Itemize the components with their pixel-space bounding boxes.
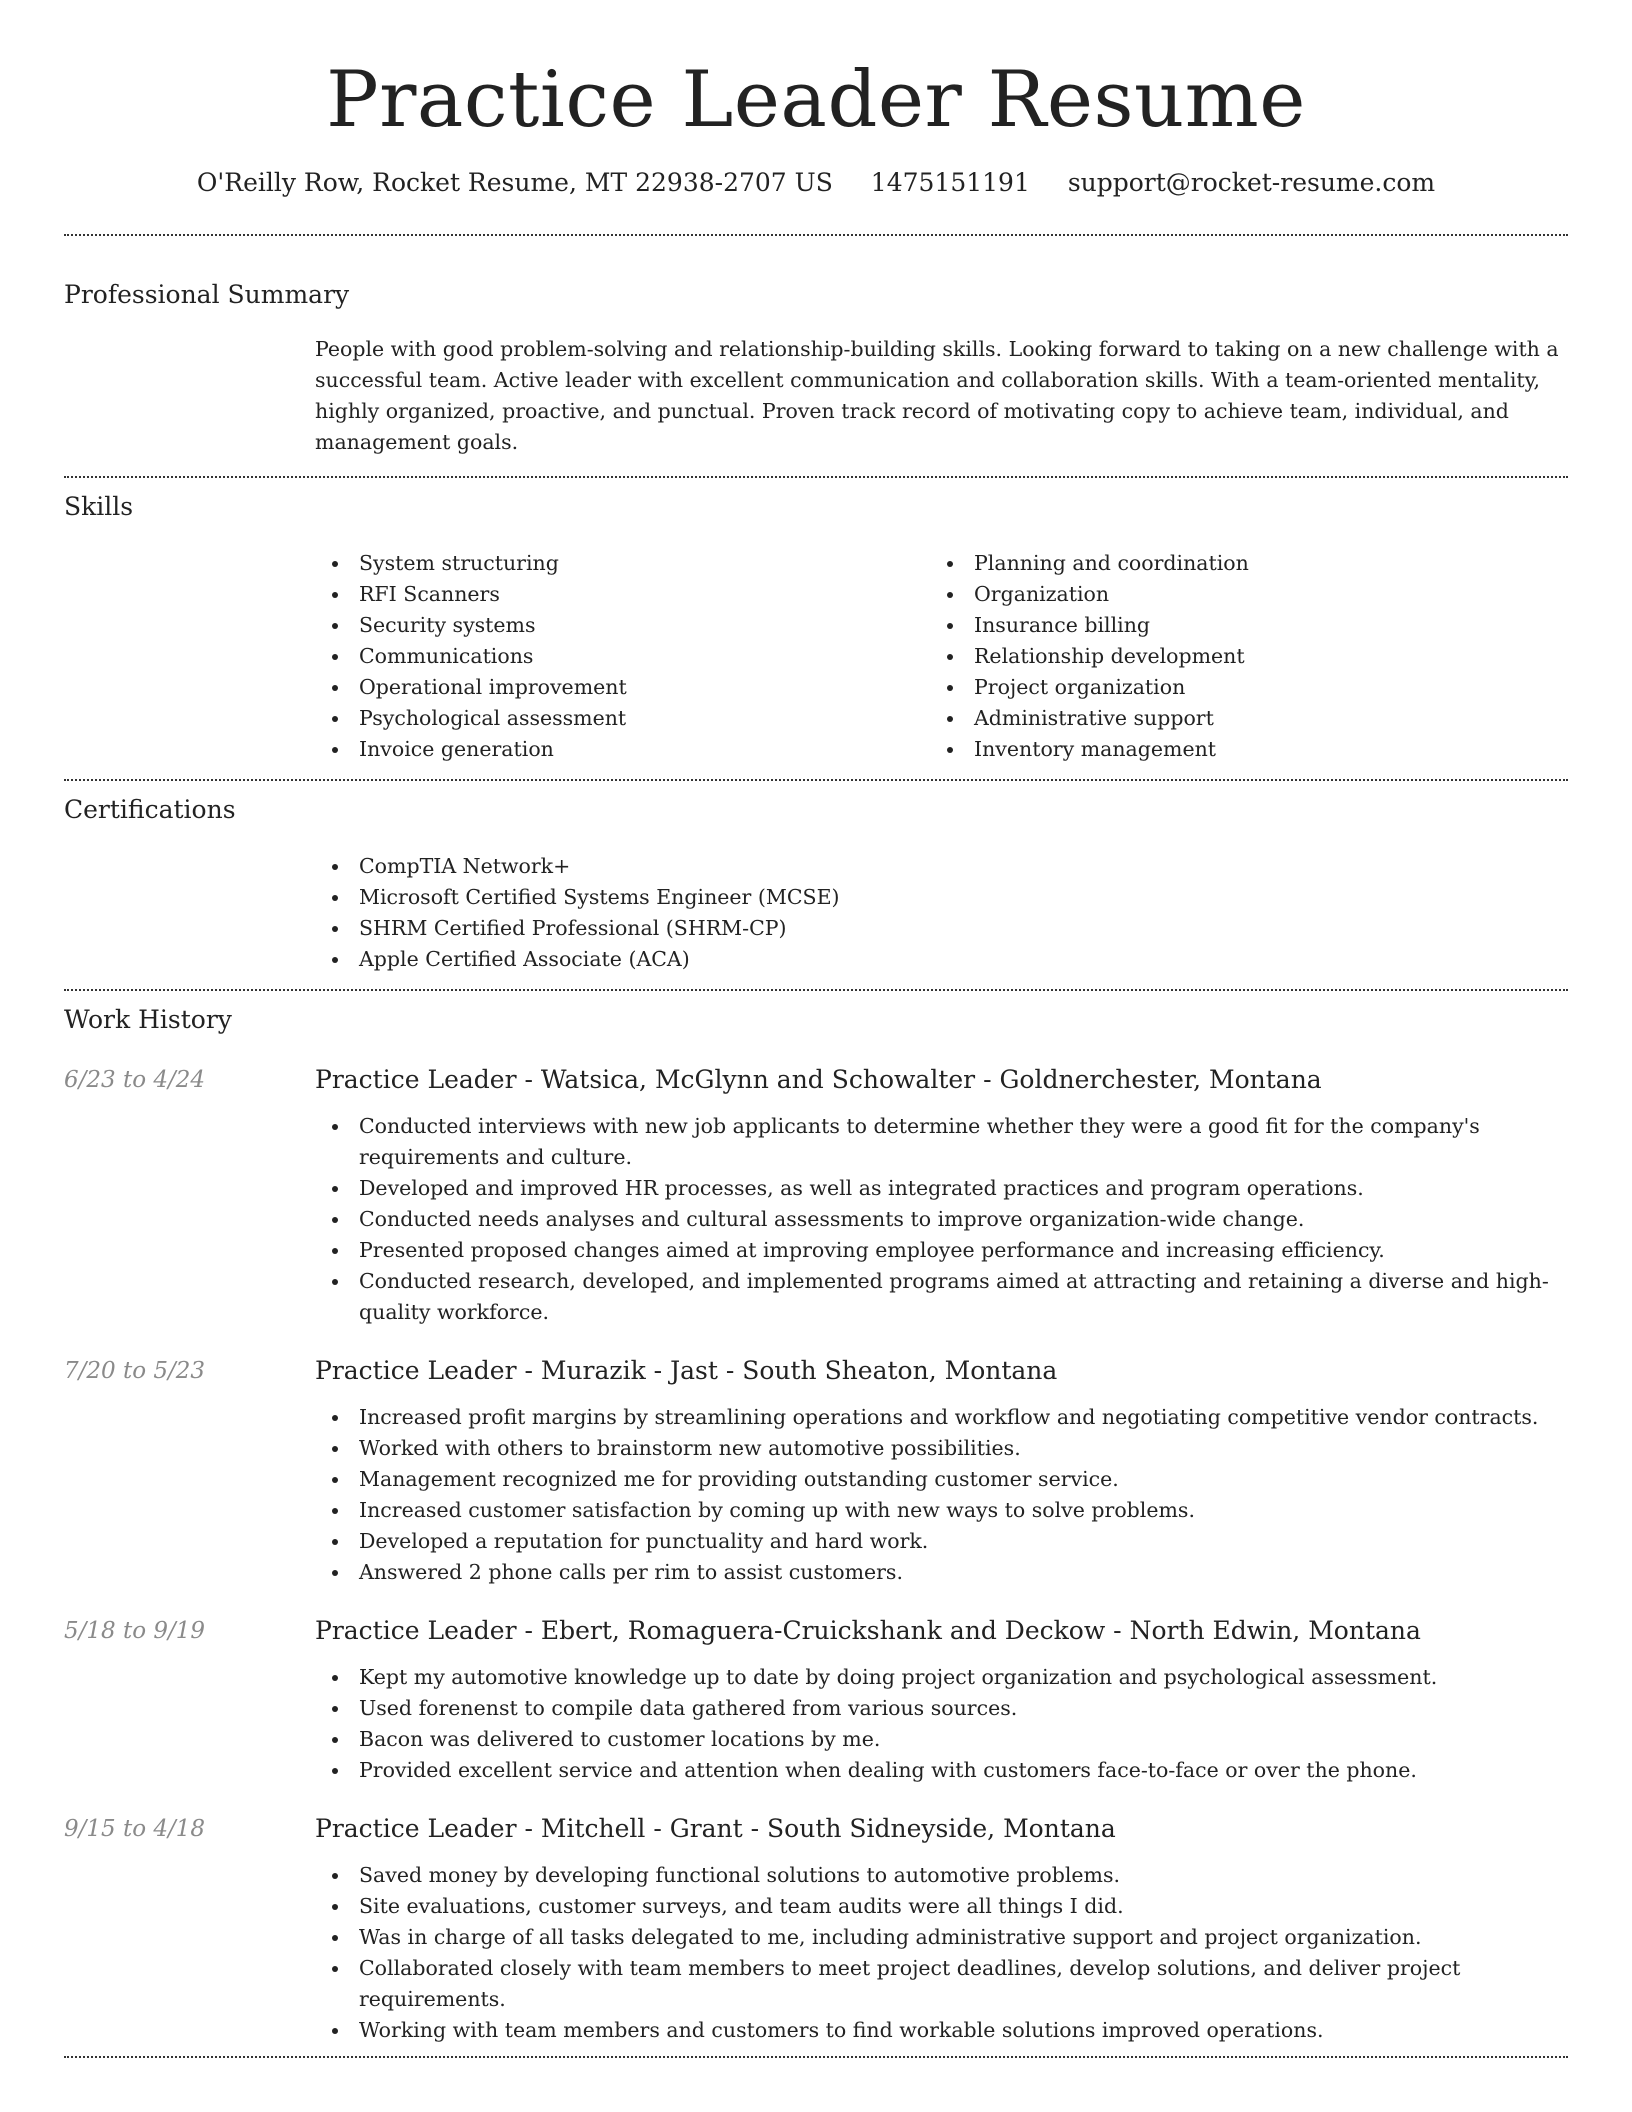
job-bullet: Conducted research, developed, and implemented programs aimed at attracting and retaining a diverse and high-quality workforce. xyxy=(315,1266,1568,1328)
job-bullet: Developed and improved HR processes, as well as integrated practices and program operations. xyxy=(315,1173,1568,1204)
summary-heading: Professional Summary xyxy=(64,280,350,309)
job-bullet: Increased profit margins by streamlining operations and workflow and negotiating competitive vendor contracts. xyxy=(315,1402,1568,1433)
skill-item: Project organization xyxy=(930,672,1545,703)
job-dates: 9/15 to 4/18 xyxy=(64,1816,206,1842)
job-bullet: Collaborated closely with team members to meet project deadlines, develop solutions, and deliver project requirements. xyxy=(315,1953,1568,2015)
certification-item: Apple Certified Associate (ACA) xyxy=(315,944,1568,975)
certifications-section xyxy=(64,781,1568,989)
skill-item: Psychological assessment xyxy=(315,703,930,734)
job-bullet: Was in charge of all tasks delegated to me, including administrative support and project organization. xyxy=(315,1922,1568,1953)
certifications-list xyxy=(315,851,1568,975)
job-bullet: Working with team members and customers to find workable solutions improved operations. xyxy=(315,2015,1568,2046)
job-dates: 6/23 to 4/24 xyxy=(64,1067,206,1093)
job-bullet: Bacon was delivered to customer locations by me. xyxy=(315,1724,1568,1755)
job-bullets xyxy=(315,1860,1568,2046)
job-bullet: Management recognized me for providing outstanding customer service. xyxy=(315,1464,1568,1495)
job-bullets xyxy=(315,1402,1568,1588)
job-bullets xyxy=(315,1111,1568,1328)
job-bullet: Answered 2 phone calls per rim to assist customers. xyxy=(315,1557,1568,1588)
summary-text: People with good problem-solving and relationship-building skills. Looking forward to taking on a new challenge with a successful team. Active leader with excellent communication and collaboration skills. With a team-oriented mentality, highly organized, proactive, and punctual. Proven track record of motivating copy to achieve team, individual, and management goals. xyxy=(315,337,1559,454)
job-bullet: Conducted interviews with new job applicants to determine whether they were a good fit for the company's requirements and culture. xyxy=(315,1111,1568,1173)
job-bullet: Worked with others to brainstorm new automotive possibilities. xyxy=(315,1433,1568,1464)
job-bullet: Site evaluations, customer surveys, and team audits were all things I did. xyxy=(315,1891,1568,1922)
skill-item: Insurance billing xyxy=(930,610,1545,641)
certification-item: CompTIA Network+ xyxy=(315,851,1568,882)
work-history-section xyxy=(64,991,1568,2046)
job-dates: 7/20 to 5/23 xyxy=(64,1358,206,1384)
job-bullet: Conducted needs analyses and cultural assessments to improve organization-wide change. xyxy=(315,1204,1568,1235)
skill-item: Organization xyxy=(930,579,1545,610)
contact-phone: 1475151191 xyxy=(870,168,1030,197)
skill-item: Planning and coordination xyxy=(930,548,1545,579)
job-bullets xyxy=(315,1662,1568,1786)
skill-item: Communications xyxy=(315,641,930,672)
certification-item: Microsoft Certified Systems Engineer (MCSE) xyxy=(315,882,1568,913)
job-title: Practice Leader - Mitchell - Grant - South Sidneyside, Montana xyxy=(315,1814,1116,1843)
job-bullet: Increased customer satisfaction by coming up with new ways to solve problems. xyxy=(315,1495,1568,1526)
skills-list-right xyxy=(930,548,1545,765)
contact-line xyxy=(64,166,1568,200)
certifications-heading: Certifications xyxy=(64,795,236,824)
job-bullet: Kept my automotive knowledge up to date by doing project organization and psychological assessment. xyxy=(315,1662,1568,1693)
job-bullet: Provided excellent service and attention when dealing with customers face-to-face or over the phone. xyxy=(315,1755,1568,1786)
job-title: Practice Leader - Watsica, McGlynn and Schowalter - Goldnerchester, Montana xyxy=(315,1065,1322,1094)
job-entry xyxy=(64,1354,1568,1588)
skills-section xyxy=(64,478,1568,779)
contact-email: support@rocket-resume.com xyxy=(1067,168,1436,197)
job-dates: 5/18 to 9/19 xyxy=(64,1618,206,1644)
job-entry xyxy=(64,1063,1568,1328)
job-bullet: Used forenenst to compile data gathered from various sources. xyxy=(315,1693,1568,1724)
skill-item: Relationship development xyxy=(930,641,1545,672)
skill-item: System structuring xyxy=(315,548,930,579)
job-bullet: Saved money by developing functional solutions to automotive problems. xyxy=(315,1860,1568,1891)
skills-heading: Skills xyxy=(64,492,134,521)
summary-section xyxy=(64,236,1568,476)
job-title: Practice Leader - Murazik - Jast - South Sheaton, Montana xyxy=(315,1356,1058,1385)
job-entry xyxy=(64,1812,1568,2046)
skill-item: Invoice generation xyxy=(315,734,930,765)
certification-item: SHRM Certified Professional (SHRM-CP) xyxy=(315,913,1568,944)
skill-item: Inventory management xyxy=(930,734,1545,765)
divider xyxy=(64,2056,1568,2058)
skill-item: Security systems xyxy=(315,610,930,641)
job-title: Practice Leader - Ebert, Romaguera-Cruickshank and Deckow - North Edwin, Montana xyxy=(315,1616,1421,1645)
skill-item: RFI Scanners xyxy=(315,579,930,610)
job-bullet: Developed a reputation for punctuality and hard work. xyxy=(315,1526,1568,1557)
job-bullet: Presented proposed changes aimed at improving employee performance and increasing efficiency. xyxy=(315,1235,1568,1266)
contact-address: O'Reilly Row, Rocket Resume, MT 22938-2707 US xyxy=(196,168,833,197)
job-entry xyxy=(64,1614,1568,1786)
skills-list-left xyxy=(315,548,930,765)
skill-item: Operational improvement xyxy=(315,672,930,703)
work-history-heading: Work History xyxy=(64,1005,232,1034)
skills-columns xyxy=(315,548,1568,765)
page-title: Practice Leader Resume xyxy=(326,55,1306,145)
skill-item: Administrative support xyxy=(930,703,1545,734)
